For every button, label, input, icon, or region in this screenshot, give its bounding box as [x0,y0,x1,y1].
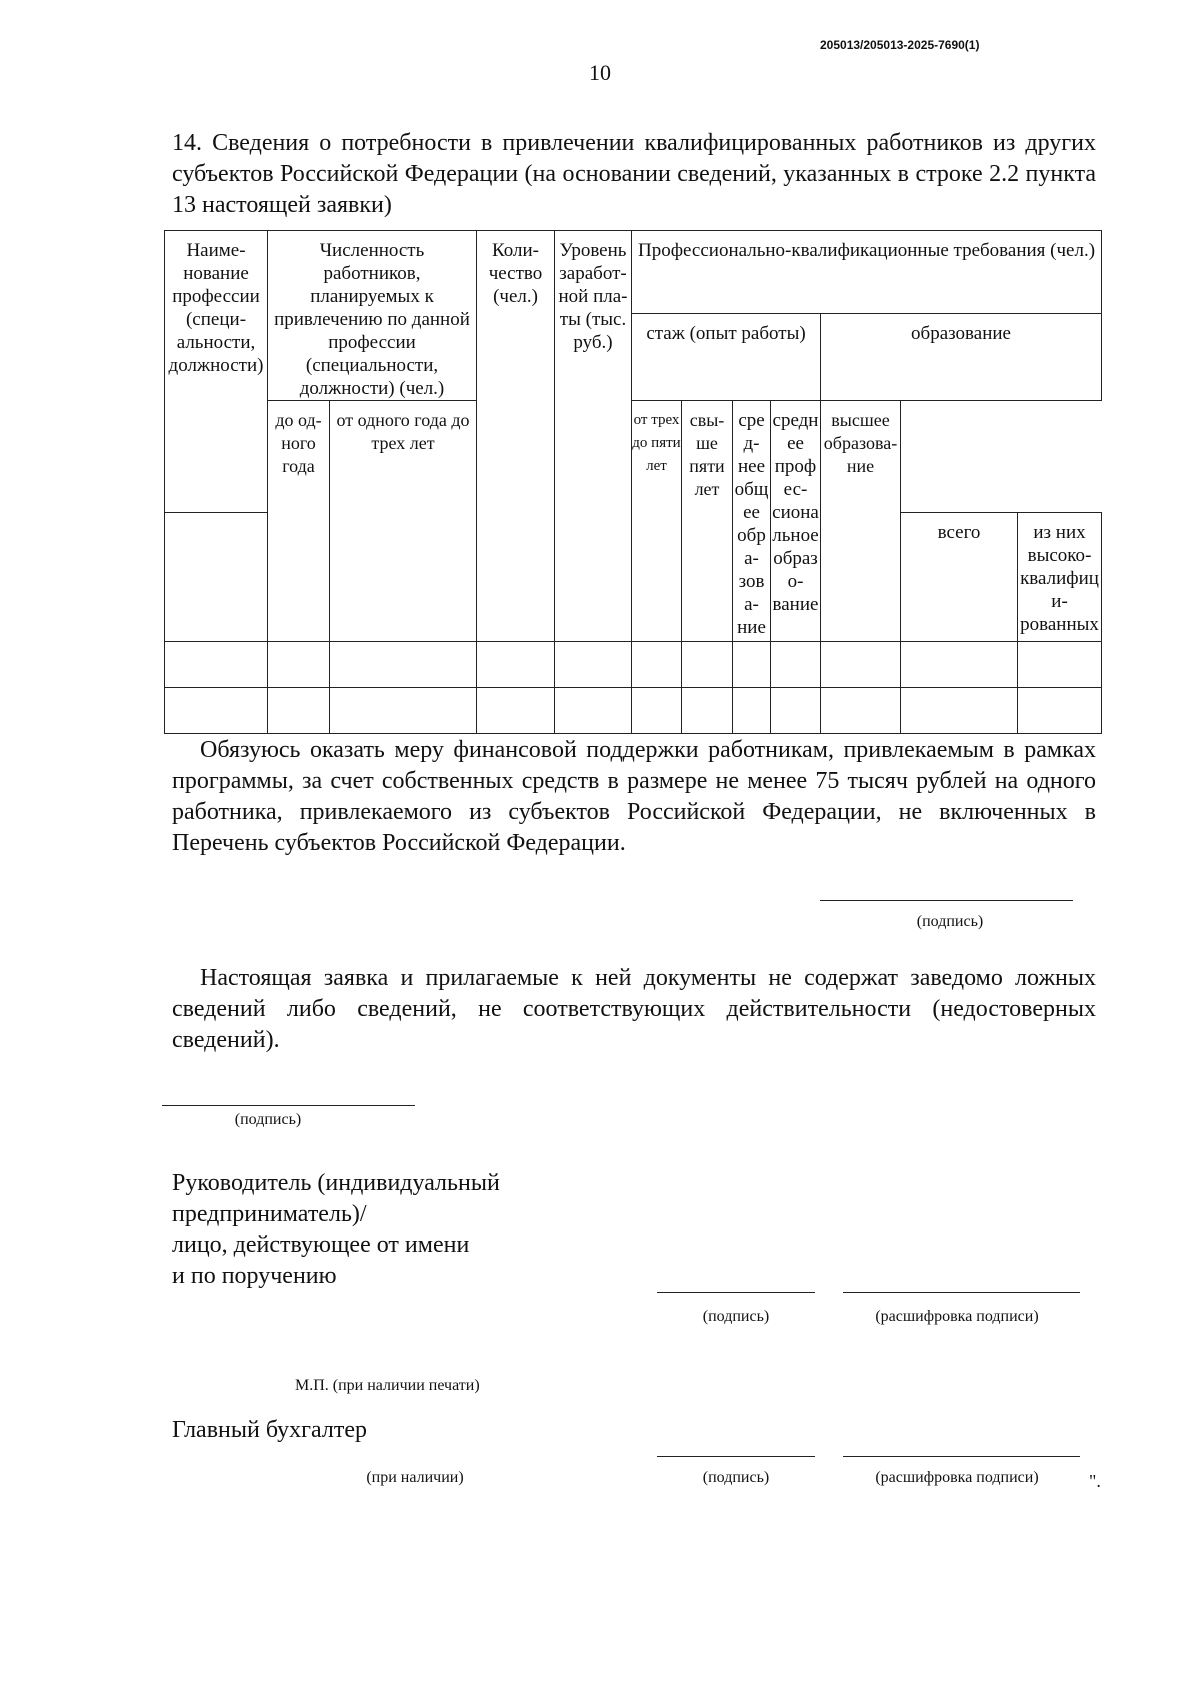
role-line: лицо, действующее от имени [172,1232,470,1258]
header-edu-general: среднее общее образование [733,401,771,642]
header-profession: Наименование профессии (специальности, должности) [165,231,268,513]
signature-caption-1: (подпись) [916,913,984,930]
header-headcount: Численность работников, планируемых к привлечению по данной профессии (специальности, должности) (чел.) [268,231,477,401]
header-profession-spacer [165,513,268,642]
page-number: 10 [589,60,611,85]
header-salary: Уровень заработной платы (тыс. руб.) [555,231,632,642]
if-any-caption: (при наличии) [366,1469,464,1486]
accuracy-statement: Настоящая заявка и прилагаемые к ней документы не содержат заведомо ложных сведений либо сведений, не соответствующих действительности (недостоверных сведений). [172,965,1096,1053]
table-row [165,688,1102,734]
signature-caption-2: (подпись) [234,1111,302,1128]
role-line: Руководитель (индивидуальный [172,1170,500,1196]
manager-role [172,1168,500,1292]
document-id: 205013/205013-2025-7690(1) [820,38,980,52]
header-edu-higher: высшее образование [821,401,901,642]
chief-accountant-label: Главный бухгалтер [172,1417,367,1443]
header-requirements: Профессионально-квалификационные требования (чел.) [632,231,1102,314]
accountant-signature-line [657,1456,815,1457]
financial-support-commitment: Обязуюсь оказать меру финансовой поддержки работникам, привлекаемым в рамках программы, за счет собственных средств в размере не менее 75 тысяч рублей на одного работника, привлекаемого из субъектов Российской Федерации, не включенных в Перечень субъектов Российской Федерации. [172,737,1096,856]
table-row [165,642,1102,688]
stamp-label: М.П. (при наличии печати) [295,1377,480,1394]
header-education: образование [821,314,1102,401]
manager-signature-caption: (подпись) [702,1308,770,1325]
header-total: всего [901,513,1018,642]
manager-signature-line [657,1292,815,1293]
role-line: предприниматель)/ [172,1201,367,1227]
role-line: и по поручению [172,1263,337,1289]
signature-line-2 [162,1105,415,1106]
section-heading: 14. Сведения о потребности в привлечении квалифицированных работников из других субъектов Российской Федерации (на основании сведений, указанных в строке 2.2 пункта 13 настоящей заявки) [172,130,1096,218]
requirements-table [164,230,1102,734]
header-exp-3-5: от трех до пяти лет [632,401,682,642]
manager-decoding-line [843,1292,1080,1293]
header-exp-1-3: от одного года до трех лет [330,401,477,642]
manager-decoding-caption: (расшифровка подписи) [875,1308,1039,1325]
accountant-decoding-line [843,1456,1080,1457]
header-experience: стаж (опыт работы) [632,314,821,401]
signature-line-1 [820,900,1073,901]
closing-quote: ". [1089,1471,1101,1491]
header-exp-under-1: до одного года [268,401,330,642]
header-exp-over-5: свыше пяти лет [682,401,733,642]
header-highly-qualified: из них высококвалифицированных [1018,513,1102,642]
accountant-decoding-caption: (расшифровка подписи) [875,1469,1039,1486]
accountant-signature-caption: (подпись) [702,1469,770,1486]
header-edu-vocational: среднее профессиональное образование [771,401,821,642]
header-quantity: Количество (чел.) [477,231,555,642]
